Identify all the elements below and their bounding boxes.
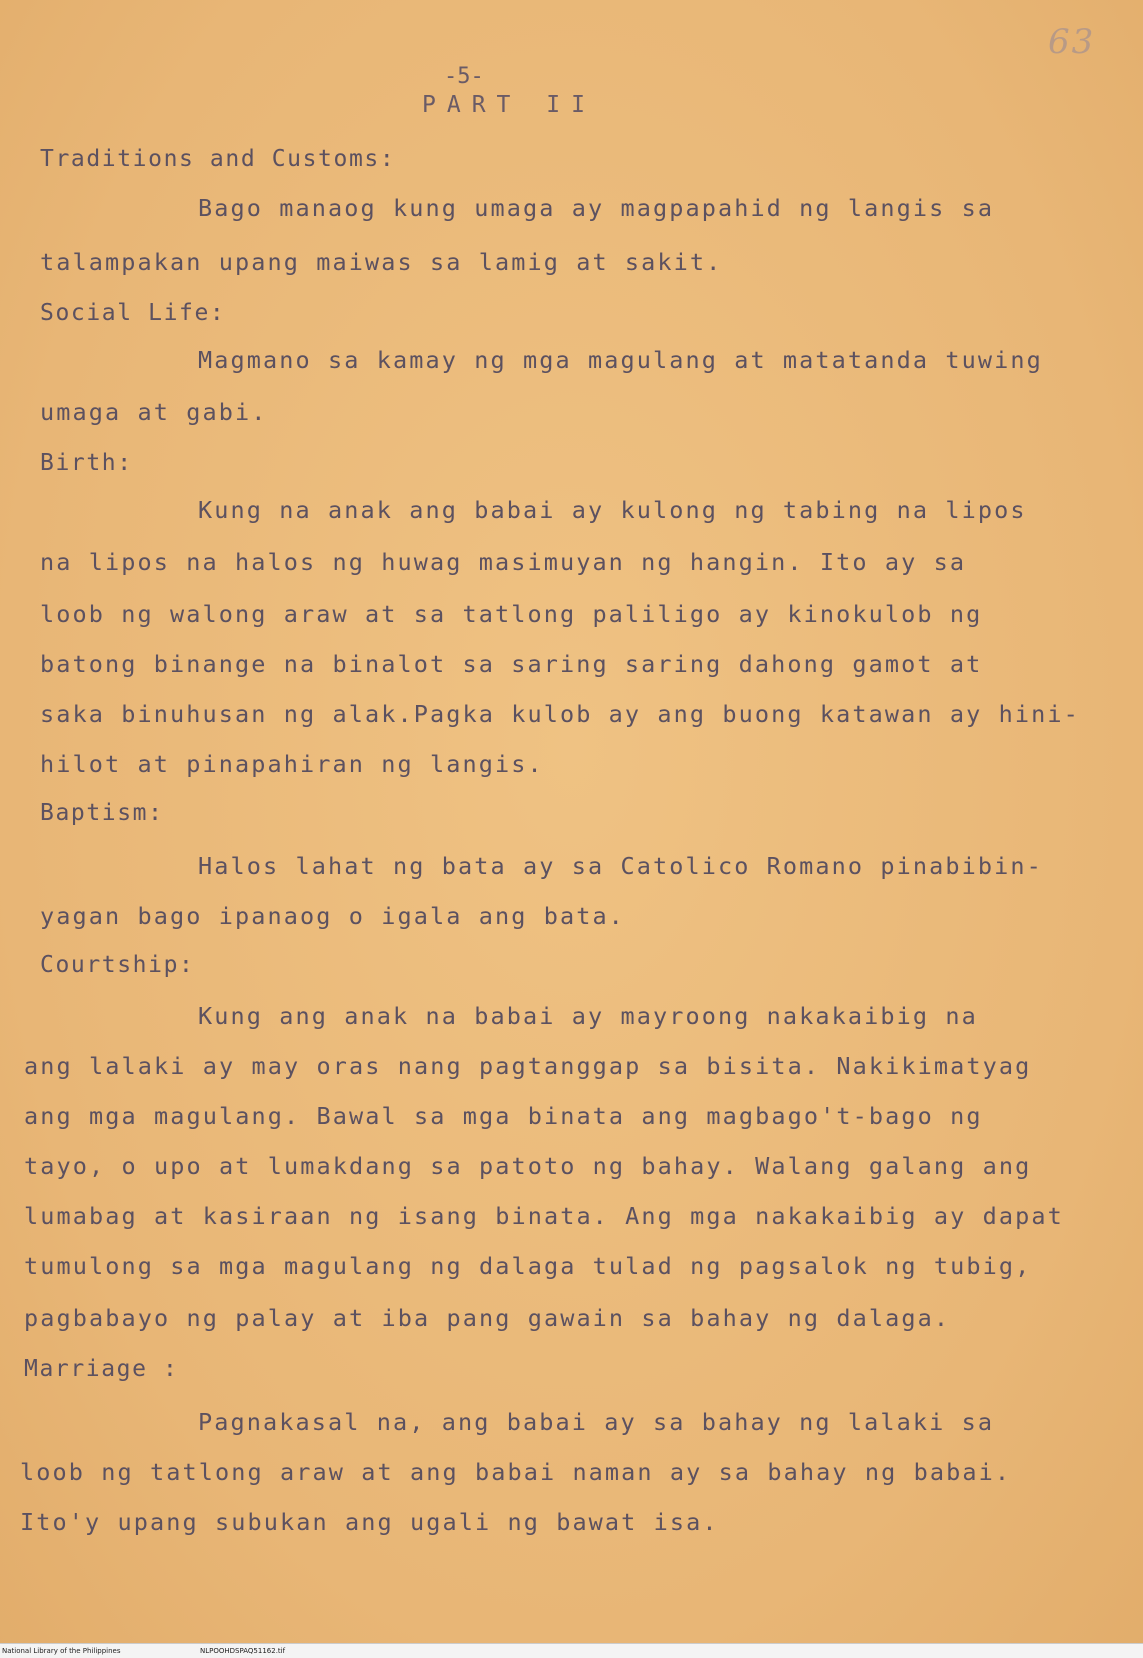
part-title: PART II — [422, 92, 596, 118]
text-line: umaga at gabi. — [40, 398, 268, 426]
text-line: batong binange na binalot sa saring saring dahong gamot at — [40, 650, 983, 678]
text-line: yagan bago ipanaog o igala ang bata. — [40, 902, 625, 930]
text-line: lumabag at kasiraan ng isang binata. Ang mga nakakaibig ay dapat — [24, 1202, 1064, 1230]
text-line: ang lalaki ay may oras nang pagtanggap sa bisita. Nakikimatyag — [24, 1052, 1032, 1080]
text-line: loob ng walong araw at sa tatlong paliligo ay kinokulob ng — [40, 600, 983, 628]
text-line: talampakan upang maiwas sa lamig at sakit. — [40, 248, 723, 276]
heading-social-life: Social Life: — [40, 300, 226, 326]
text-line: Ito'y upang subukan ang ugali ng bawat isa. — [20, 1508, 719, 1536]
text-line: Halos lahat ng bata ay sa Catolico Romano pinabibin- — [198, 852, 1043, 880]
text-line: hilot at pinapahiran ng langis. — [40, 750, 544, 778]
footer-filename: NLPOOHDSPAQ51162.tif — [200, 1647, 286, 1655]
text-line: Kung na anak ang babai ay kulong ng tabing na lipos — [198, 496, 1027, 524]
heading-marriage: Marriage : — [24, 1356, 179, 1382]
text-line: loob ng tatlong araw at ang babai naman ay sa bahay ng babai. — [20, 1458, 1012, 1486]
page-number: -5- — [444, 64, 484, 89]
text-line: Kung ang anak na babai ay mayroong nakakaibig na — [198, 1002, 978, 1030]
text-line: Pagnakasal na, ang babai ay sa bahay ng lalaki sa — [198, 1408, 995, 1436]
footer-library: National Library of the Philippines — [2, 1647, 121, 1655]
text-line: Bago manaog kung umaga ay magpapahid ng langis sa — [198, 194, 995, 222]
heading-baptism: Baptism: — [40, 800, 164, 826]
text-line: tayo, o upo at lumakdang sa patoto ng bahay. Walang galang ang — [24, 1152, 1032, 1180]
text-line: tumulong sa mga magulang ng dalaga tulad ng pagsalok ng tubig, — [24, 1252, 1032, 1280]
text-line: saka binuhusan ng alak.Pagka kulob ay ang buong katawan ay hini- — [40, 700, 1080, 728]
text-line: ang mga magulang. Bawal sa mga binata ang magbago't-bago ng — [24, 1102, 983, 1130]
heading-traditions: Traditions and Customs: — [40, 146, 396, 172]
heading-courtship: Courtship: — [40, 952, 195, 978]
text-line: Magmano sa kamay ng mga magulang at matatanda tuwing — [198, 346, 1043, 374]
heading-birth: Birth: — [40, 450, 133, 476]
handwritten-page-number: 63 — [1048, 22, 1096, 62]
scan-footer — [0, 1643, 1143, 1658]
text-line: pagbabayo ng palay at iba pang gawain sa bahay ng dalaga. — [24, 1304, 951, 1332]
text-line: na lipos na halos ng huwag masimuyan ng hangin. Ito ay sa — [40, 548, 967, 576]
